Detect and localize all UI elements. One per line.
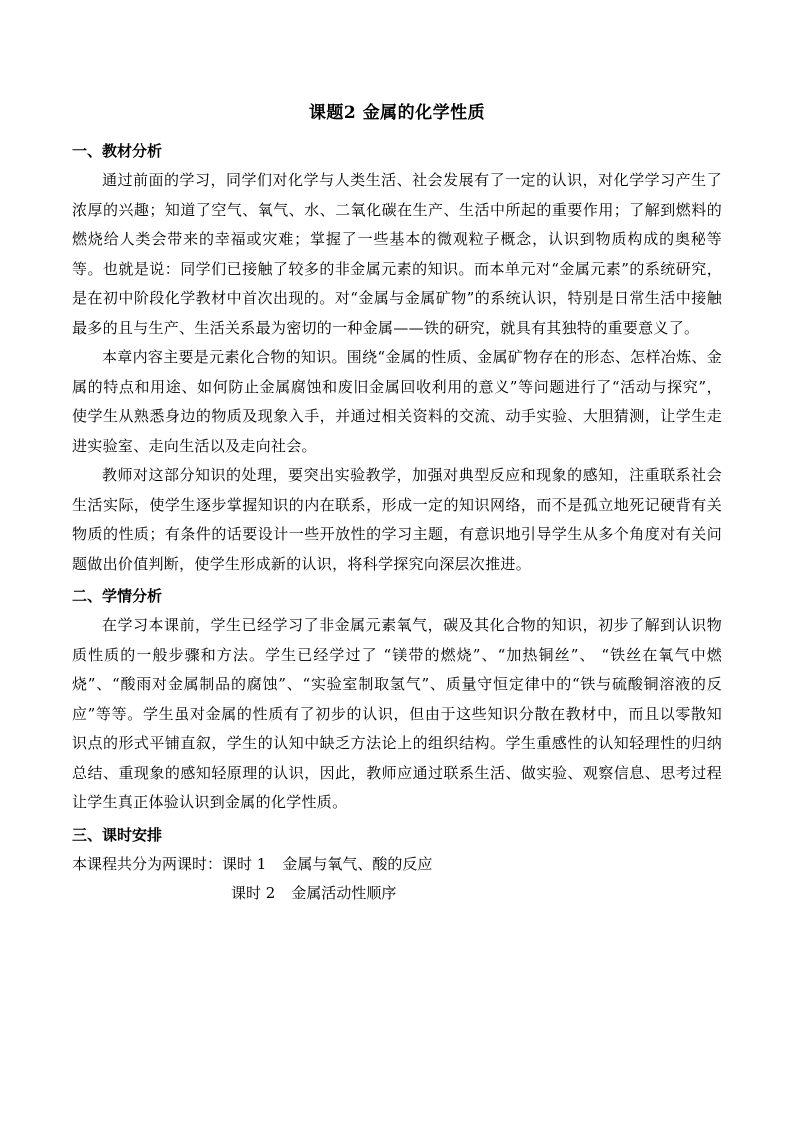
schedule-row <box>72 879 722 908</box>
paragraph: 在学习本课前，学生已经学习了非金属元素氧气，碳及其化合物的知识，初步了解到认识物质性质的一般步骤和方法。学生已经学过了 “镁带的燃烧”、“加热铜丝”、 “铁丝在氧气中燃烧”、“酸雨对金属制品的腐蚀”、“实验室制取氢气”、质量守恒定律中的“铁与硫酸铜溶液的反应”等等。学生虽对金属的性质有了初步的认识，但由于这些知识分散在教材中，而且以零散知识点的形式平铺直叙，学生的认知中缺乏方法论上的组织结构。学生重感性的认知轻理性的归纳总结、重现象的感知轻原理的认识，因此，教师应通过联系生活、做实验、观察信息、思考过程让学生真正体验认识到金属的化学性质。 <box>72 616 722 811</box>
section-learner-analysis <box>72 583 722 818</box>
paragraph: 教师对这部分知识的处理，要突出实验教学，加强对典型反应和现象的感知，注重联系社会生活实际，使学生逐步掌握知识的内在联系，形成一定的知识网络，而不是孤立地死记硬背有关物质的性质；有条件的话要设计一些开放性的学习主题，有意识地引导学生从多个角度对有关问题做出价值判断，使学生形成新的认识，将科学探究向深层次推进。 <box>72 466 722 573</box>
lesson-content: 金属与氧气、酸的反应 <box>282 854 433 873</box>
section-lesson-schedule <box>72 822 722 908</box>
lesson-content: 金属活动性顺序 <box>291 883 397 902</box>
document-title: 课题2 金属的化学性质 <box>308 103 486 123</box>
lesson-schedule <box>72 850 722 908</box>
section-textbook-analysis <box>72 138 722 579</box>
lesson-label: 课时 1 <box>222 854 267 873</box>
document-page <box>72 100 722 908</box>
paragraph: 通过前面的学习，同学们对化学与人类生活、社会发展有了一定的认识，对化学学习产生了浓厚的兴趣；知道了空气、氧气、水、二氧化碳在生产、生活中所起的重要作用；了解到燃料的燃烧给人类会带来的幸福或灾难；掌握了一些基本的微观粒子概念，认识到物质构成的奥秘等等。也就是说：同学们已接触了较多的非金属元素的知识。而本单元对“金属元素”的系统研究，是在初中阶段化学教材中首次出现的。对“金属与金属矿物”的系统认识，特别是日常生活中接触最多的且与生产、生活关系最为密切的一种金属——铁的研究，就具有其独特的重要意义了。 <box>72 171 722 337</box>
section-heading: 一、教材分析 <box>72 142 163 160</box>
section-heading: 二、学情分析 <box>72 587 163 605</box>
section-heading: 三、课时安排 <box>72 825 163 844</box>
lesson-label: 课时 2 <box>231 883 276 902</box>
schedule-intro: 本课程共分为两课时： <box>72 854 223 873</box>
paragraph: 本章内容主要是元素化合物的知识。围绕“金属的性质、金属矿物存在的形态、怎样冶炼、金属的特点和用途、如何防止金属腐蚀和废旧金属回收利用的意义”等问题进行了“活动与探究”，使学生从熟悉身边的物质及现象入手，并通过相关资料的交流、动手实验、大胆猜测，让学生走进实验室、走向生活以及走向社会。 <box>72 348 722 455</box>
schedule-row <box>72 850 722 879</box>
